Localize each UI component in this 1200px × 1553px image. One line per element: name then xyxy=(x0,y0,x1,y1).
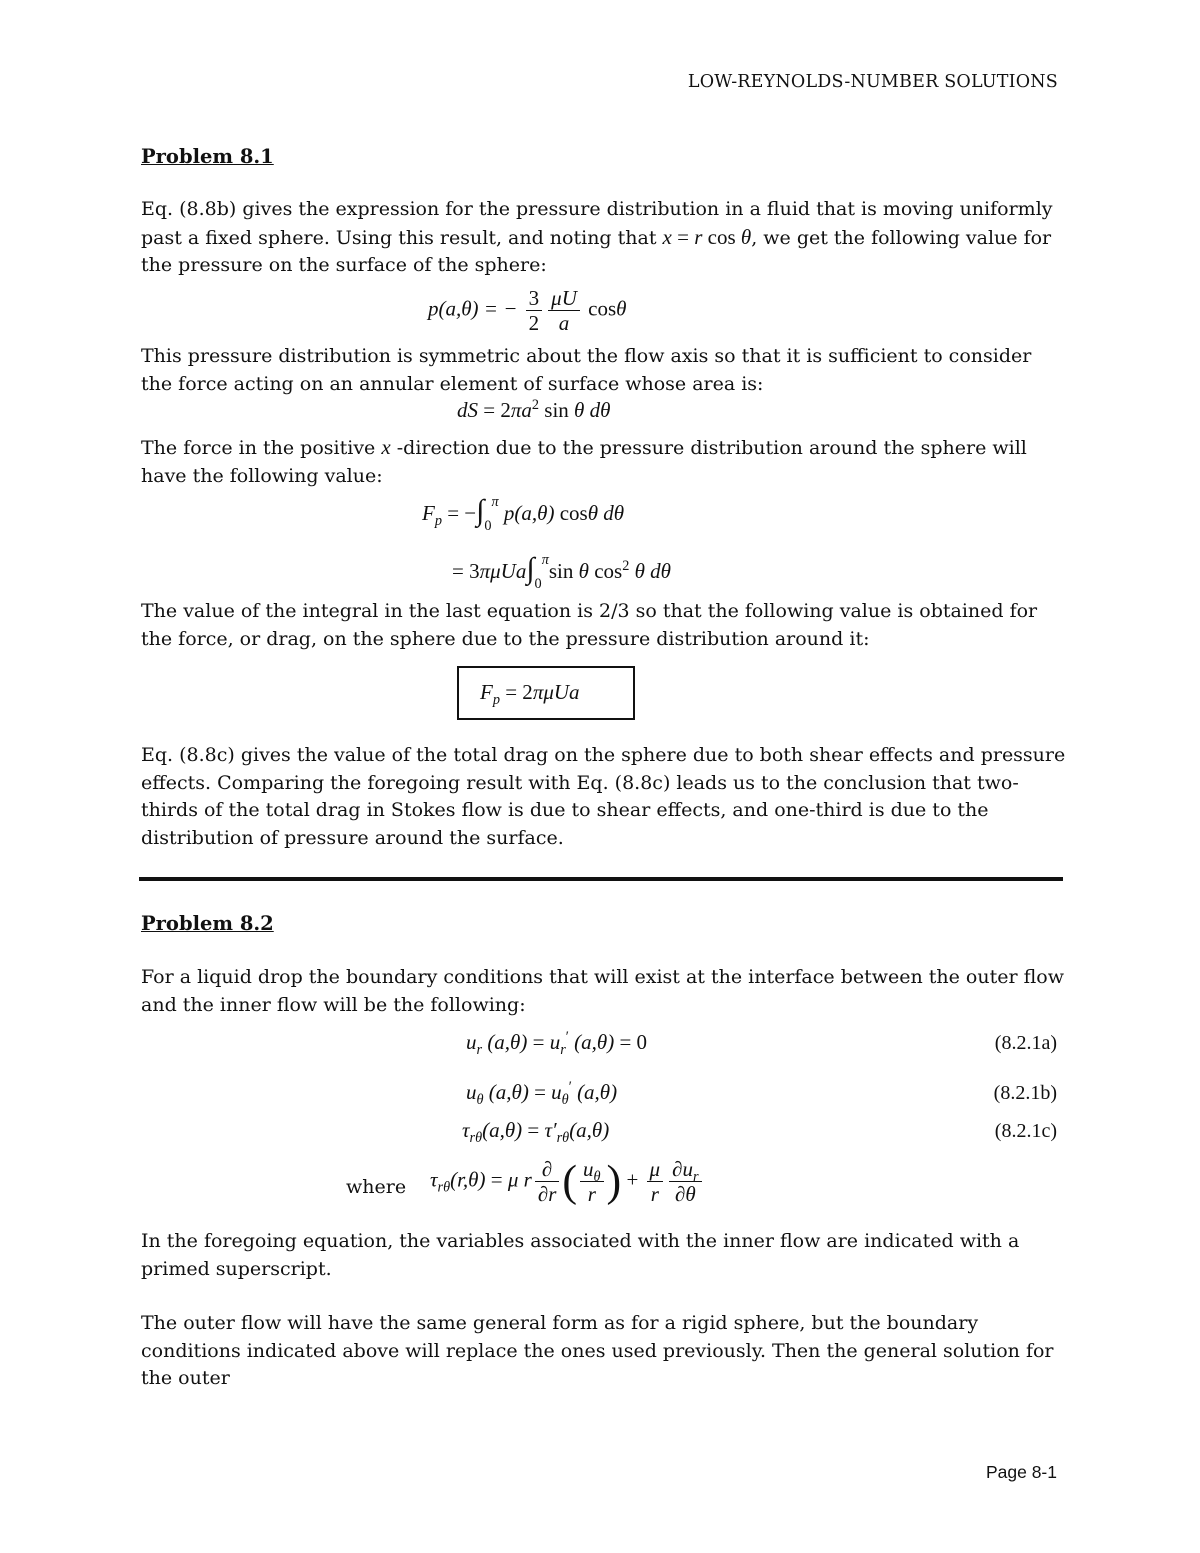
para-text: The force in the positive xyxy=(141,437,376,459)
problem-8-2-paragraph-3: The outer flow will have the same general form as for a rigid sphere, but the boundary conditions indicated above will replace the ones used previously. Then the general solution for the outer xyxy=(141,1312,1054,1389)
problem-8-1-title: Problem 8.1 xyxy=(141,145,274,168)
running-header: LOW-REYNOLDS-NUMBER SOLUTIONS xyxy=(687,72,1058,92)
equation-pressure-drag-result: $F_p = 2\pi\mu Ua$ xyxy=(480,680,580,709)
equation-number-c: (8.2.1c) xyxy=(994,1120,1057,1142)
equation-number-b: (8.2.1b) xyxy=(993,1082,1057,1104)
equation-pressure-surface: p(a,θ) = − $\frac{3}{2}$ $\frac{\mu U}{a}$ cosθ xyxy=(428,286,627,335)
equation-shear-stress-definition: $\tau_{r\theta}(r,\theta) = \mu$ r $\frac{\partial}{\partial r}$ ( $\frac{u_\theta}{r}$ ) + $\frac{\mu}{r}$ $\frac{\partial u_r}{\partial\theta}$ xyxy=(430,1157,705,1206)
section-divider xyxy=(139,877,1063,881)
equation-force-integral: $F_p = -\int_0^\pi$ p(a,θ) cosθ dθ xyxy=(422,494,625,534)
problem-8-2-paragraph-1: For a liquid drop the boundary conditions that will exist at the interface between the outer flow and the inner flow will be the following: xyxy=(141,966,1064,1016)
problem-8-1-paragraph-3: The force in the positive x -direction due to the pressure distribution around the sphere will have the following value: xyxy=(141,435,1027,487)
equation-shear-stress-bc: $\tau_{r\theta}(a,\theta) = \tau'_{r\theta}(a,\theta)$ xyxy=(462,1118,610,1147)
problem-8-2-paragraph-2: In the foregoing equation, the variables associated with the inner flow are indicated with a primed superscript. xyxy=(141,1230,1020,1280)
equation-radial-velocity-bc: $u_r$ $(a,\theta) = u_r'$ (a,θ) = 0 xyxy=(466,1029,648,1059)
where-label: where xyxy=(346,1176,407,1198)
equation-tangential-velocity-bc: $u_\theta$ $(a,\theta) = u_\theta'$ (a,θ) xyxy=(466,1079,618,1109)
para-text: -direction due to the pressure distribution around the sphere will have the following value: xyxy=(141,437,1027,487)
para-text-tail: , we get the following value for the pressure on the surface of the sphere: xyxy=(141,226,1052,276)
equation-number-a: (8.2.1a) xyxy=(994,1032,1057,1054)
problem-8-1-paragraph-2: This pressure distribution is symmetric about the flow axis so that it is sufficient to consider the force acting on an annular element of surface whose area is: xyxy=(141,345,1032,395)
equation-annular-area: dS = $2\pi a^2$ sin θ dθ xyxy=(457,397,611,422)
page-number: Page 8-1 xyxy=(985,1462,1057,1482)
problem-8-2-title: Problem 8.2 xyxy=(141,912,274,935)
problem-8-1-paragraph-5: Eq. (8.8c) gives the value of the total drag on the sphere due to both shear effects and pressure effects. Comparing the foregoing result with Eq. (8.8c) leads us to the conclusion that two-thirds of the total drag in Stokes flow is due to shear effects, and one-third is due to the distribution of pressure around the surface. xyxy=(141,744,1066,849)
problem-8-1-paragraph-4: The value of the integral in the last equation is 2/3 so that the following value is obtained for the force, or drag, on the sphere due to the pressure distribution around it: xyxy=(141,600,1038,650)
inline-equation-x-r-cos-theta: x xyxy=(662,224,672,249)
equation-force-integral-evaluated: = $3\pi\mu Ua\int_0^\pi\sin$ θ $\cos^2 \theta$ dθ xyxy=(452,552,671,592)
para-text: Eq. (8.8b) gives the expression for the pressure distribution in a fluid that is moving uniformly past a fixed sphere. Using this result, and noting that xyxy=(141,198,1053,249)
problem-8-1-paragraph-1: Eq. (8.8b) gives the expression for the pressure distribution in a fluid that is moving uniformly past a fixed sphere. Using this result, and noting that x = r cos θ, we get the following value for the pressure on the surface of the sphere: xyxy=(141,198,1053,276)
